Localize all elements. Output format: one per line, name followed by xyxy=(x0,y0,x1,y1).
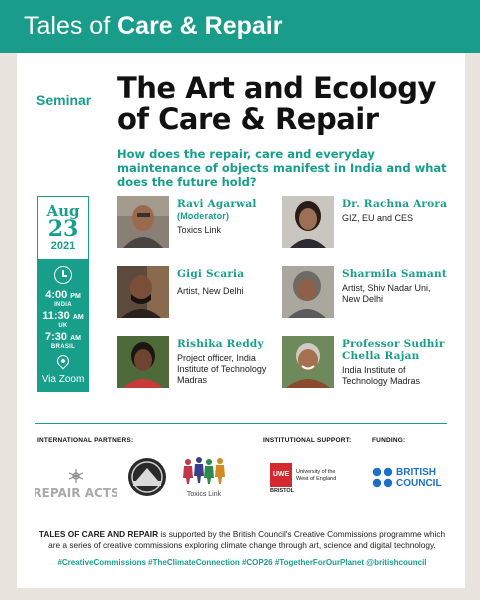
divider xyxy=(35,423,447,424)
speaker-photo-rachna xyxy=(282,196,334,248)
speaker-role: Artist, New Delhi xyxy=(177,286,244,296)
header-title: Tales of Care & Repair xyxy=(24,12,283,40)
speaker-role: India Institute of Technology Madras xyxy=(342,365,421,386)
event-title: The Art and Ecology of Care & Repair xyxy=(117,71,436,136)
toxics-link-logo xyxy=(179,456,229,504)
uwe-logo xyxy=(270,463,350,497)
speaker-name: Dr. Rachna Arora xyxy=(342,198,448,210)
uwe-city: BRISTOL xyxy=(270,488,295,494)
date-box xyxy=(37,196,89,392)
date-day: 23 xyxy=(47,216,79,242)
footer-description: TALES OF CARE AND REPAIR is supported by the British Council's Creative Commissions programme which are a series of creative commissions exploring climate change through art, science and digital technology. xyxy=(38,529,446,550)
time-india: 4:00 PM xyxy=(45,289,81,301)
poster-panel xyxy=(17,53,465,588)
time-uk: 11:30 AM xyxy=(42,310,84,322)
footer-hashtags: #CreativeCommissions #TheClimateConnection #COP26 #TogetherForOurPlanet @britishcouncil xyxy=(57,558,427,567)
date-year: 2021 xyxy=(50,240,76,252)
speaker-role: Project officer, India Institute of Technology Madras xyxy=(177,353,267,385)
event-type: Seminar xyxy=(36,92,92,108)
funding-label: FUNDING: xyxy=(372,437,406,444)
speaker-photo-sharmila xyxy=(282,266,334,318)
clock-icon xyxy=(54,266,72,284)
speaker-name: Gigi Scaria xyxy=(177,268,245,280)
repair-acts-logo xyxy=(35,467,117,501)
speaker-photo-ravi xyxy=(117,196,169,248)
location-pin-icon xyxy=(55,353,72,370)
date-top xyxy=(38,197,88,259)
place-india: INDIA xyxy=(54,302,72,308)
toxics-link-text: Toxics Link xyxy=(186,491,222,498)
partner-badge-logo xyxy=(125,456,169,498)
bc-line1: BRITISH xyxy=(396,467,436,478)
speaker-name: Professor Sudhir Chella Rajan xyxy=(342,338,445,362)
speaker-role: GIZ, EU and CES xyxy=(342,213,414,223)
speaker-photo-rishika xyxy=(117,336,169,388)
header-bar xyxy=(0,0,480,53)
speaker-name: Rishika Reddy xyxy=(177,338,264,350)
bc-line2: COUNCIL xyxy=(396,478,442,489)
institutional-support-label: INSTITUTIONAL SUPPORT: xyxy=(263,437,352,444)
time-brasil: 7:30 AM xyxy=(45,331,81,343)
place-uk: UK xyxy=(58,323,68,329)
date-month: Aug xyxy=(46,202,80,220)
venue: Via Zoom xyxy=(41,374,85,385)
speaker-note: (Moderator) xyxy=(177,211,230,221)
british-council-logo xyxy=(372,465,452,491)
event-question: How does the repair, care and everyday maintenance of objects manifest in India and what does the future hold? xyxy=(117,147,447,189)
uwe-line1: University of the xyxy=(296,469,336,475)
international-partners-label: INTERNATIONAL PARTNERS: xyxy=(37,437,134,444)
speaker-role: Toxics Link xyxy=(177,225,222,235)
speaker-name: Sharmila Samant xyxy=(342,268,447,280)
speaker-name: Ravi Agarwal xyxy=(177,198,257,210)
speaker-photo-gigi xyxy=(117,266,169,318)
repair-acts-text: REPAIR ACTS xyxy=(35,486,117,500)
place-brasil: BRASIL xyxy=(50,344,76,350)
speaker-role: Artist, Shiv Nadar Uni, New Delhi xyxy=(342,283,431,304)
uwe-badge: UWE xyxy=(270,463,292,487)
uwe-line2: West of England xyxy=(296,476,337,482)
time-block xyxy=(38,259,88,391)
speaker-photo-sudhir xyxy=(282,336,334,388)
